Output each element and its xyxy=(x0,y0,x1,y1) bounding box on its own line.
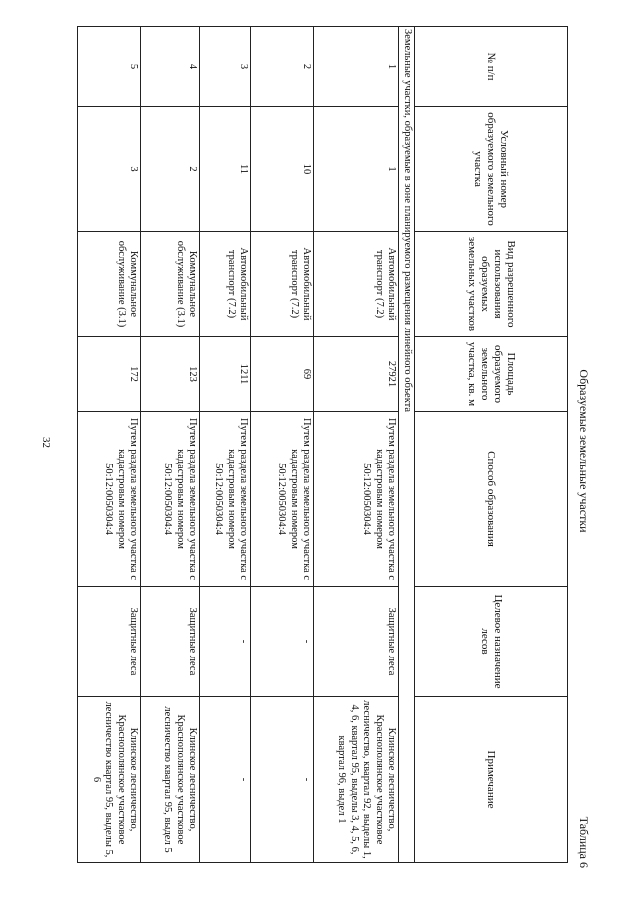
section-title: Земельные участки, образуемые в зоне планируемого размещения линейного объекта xyxy=(399,27,415,863)
cell-number: 3 xyxy=(200,27,251,107)
land-plots-table xyxy=(78,26,569,863)
cell-number: 2 xyxy=(251,27,314,107)
table-row xyxy=(78,27,141,863)
header-plot-number: Условный номер образуемого земельного участка xyxy=(415,107,568,232)
cell-area: 27921 xyxy=(314,337,399,412)
header-forest-purpose: Целевое назначение лесов xyxy=(415,587,568,697)
table-row xyxy=(141,27,200,863)
header-area: Площадь образуемого земельного участка, кв. м xyxy=(415,337,568,412)
cell-number: 4 xyxy=(141,27,200,107)
table-header-row xyxy=(415,27,568,863)
cell-forest-purpose: Защитные леса xyxy=(78,587,141,697)
table-label: Таблица 6 xyxy=(577,816,591,868)
cell-number: 5 xyxy=(78,27,141,107)
cell-plot-number: 1 xyxy=(314,107,399,232)
cell-area: 123 xyxy=(141,337,200,412)
cell-formation-method: Путем раздела земельного участка с кадастровым номером 50:12:0050304:4 xyxy=(251,412,314,587)
cell-area: 172 xyxy=(78,337,141,412)
cell-plot-number: 2 xyxy=(141,107,200,232)
cell-note: Клинское лесничество, Краснополянское участковое лесничество квартал 95, выдел 5 xyxy=(141,697,200,863)
cell-forest-purpose: - xyxy=(200,587,251,697)
cell-formation-method: Путем раздела земельного участка с кадастровым номером 50:12:0050304:4 xyxy=(78,412,141,587)
cell-permitted-use: Автомобильный транспорт (7.2) xyxy=(314,232,399,337)
cell-formation-method: Путем раздела земельного участка с кадастровым номером 50:12:0050304:4 xyxy=(141,412,200,587)
cell-note: Клинское лесничество, Краснополянское участковое лесничество, квартал 92, выделы 1, 4, 6, квартал 95, выделы 3, 4, 5, 6, квартал 96, выдел 1 xyxy=(314,697,399,863)
header-permitted-use: Вид разрешенного использования образуемых земельных участков xyxy=(415,232,568,337)
cell-number: 1 xyxy=(314,27,399,107)
section-row xyxy=(399,27,415,863)
rotated-page-content xyxy=(92,26,592,876)
header-note: Примечание xyxy=(415,697,568,863)
cell-permitted-use: Автомобильный транспорт (7.2) xyxy=(251,232,314,337)
cell-formation-method: Путем раздела земельного участка с кадастровым номером 50:12:0050304:4 xyxy=(200,412,251,587)
table-row xyxy=(200,27,251,863)
cell-plot-number: 11 xyxy=(200,107,251,232)
cell-permitted-use: Автомобильный транспорт (7.2) xyxy=(200,232,251,337)
cell-formation-method: Путем раздела земельного участка с кадастровым номером 50:12:0050304:4 xyxy=(314,412,399,587)
header-number: № п/п xyxy=(415,27,568,107)
cell-forest-purpose: - xyxy=(251,587,314,697)
cell-plot-number: 3 xyxy=(78,107,141,232)
table-row xyxy=(251,27,314,863)
cell-note: Клинское лесничество, Краснополянское участковое лесничество квартал 95, выделы 5, 6 xyxy=(78,697,141,863)
cell-forest-purpose: Защитные леса xyxy=(314,587,399,697)
cell-area: 1211 xyxy=(200,337,251,412)
cell-note: - xyxy=(251,697,314,863)
cell-plot-number: 10 xyxy=(251,107,314,232)
cell-permitted-use: Коммунальное обслуживание (3.1) xyxy=(141,232,200,337)
header-formation-method: Способ образования xyxy=(415,412,568,587)
cell-area: 69 xyxy=(251,337,314,412)
document-title: Образуемые земельные участки xyxy=(577,369,591,533)
cell-forest-purpose: Защитные леса xyxy=(141,587,200,697)
cell-note: - xyxy=(200,697,251,863)
cell-permitted-use: Коммунальное обслуживание (3.1) xyxy=(78,232,141,337)
page-number: 32 xyxy=(40,436,52,448)
table-row xyxy=(314,27,399,863)
